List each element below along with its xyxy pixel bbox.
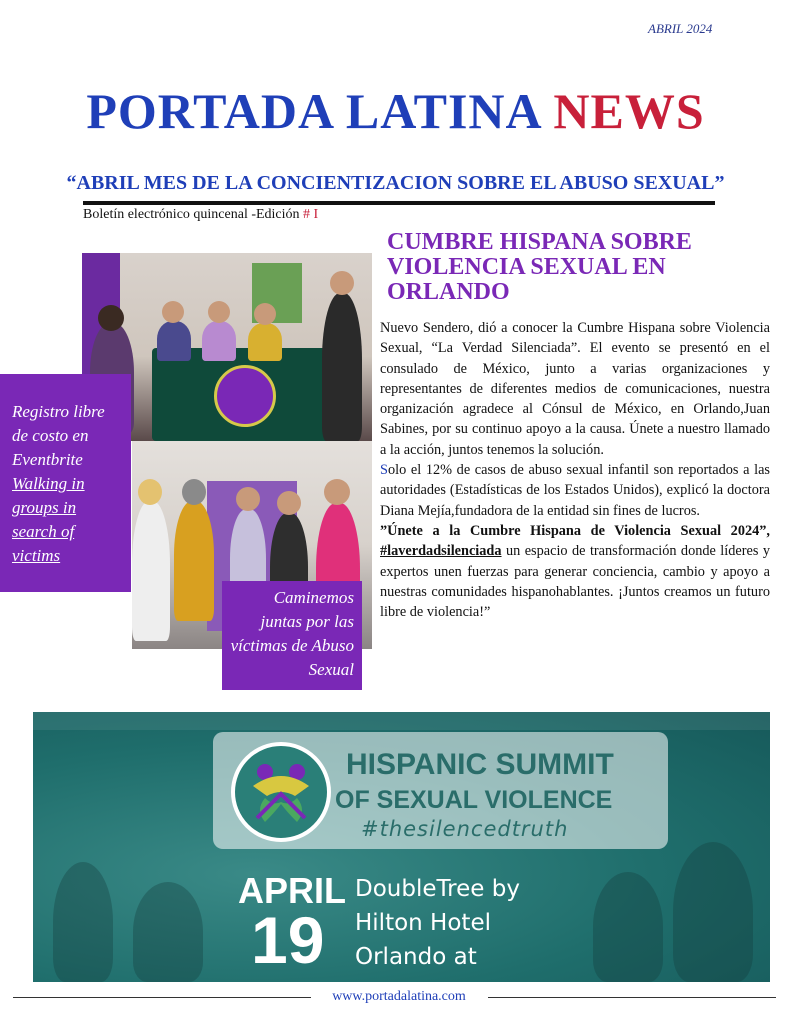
- person-head: [277, 491, 301, 515]
- person-head: [208, 301, 230, 323]
- article-paragraph: [380, 460, 770, 521]
- registration-link[interactable]: Walking in groups in search of victims: [12, 474, 85, 565]
- summit-invite: ”Únete a la Cumbre Hispana de Violencia Sexual 2024”,: [380, 522, 770, 539]
- logo-seal: [214, 365, 276, 427]
- audience-silhouette: [133, 882, 203, 982]
- walk-callout: Caminemos juntas por las víctimas de Abuso Sexual: [222, 581, 362, 690]
- tagline: “ABRIL MES DE LA CONCIENTIZACION SOBRE EL ABUSO SEXUAL”: [66, 172, 725, 194]
- venue-line: Hilton Hotel: [355, 910, 491, 936]
- event-flyer: [33, 712, 770, 982]
- article-paragraph: Nuevo Sendero, dió a conocer la Cumbre Hispana sobre Violencia Sexual, “La Verdad Silenciada”. El evento se presentó en el consulado de México, junto a varias organizaciones y representantes de diferentes medios de comunicaciones, nuestra organización agradece al Cónsul de México, en Orlando,Juan Sabines, por su continuo apoyo a la causa. Únete a nuestro llamado a la acción, juntos tenemos la solución.: [380, 320, 770, 458]
- header-divider: [83, 201, 715, 205]
- edition-line: [83, 207, 318, 223]
- masthead: [0, 82, 791, 140]
- edition-label: Boletín electrónico quincenal -Edición: [83, 207, 300, 222]
- article-paragraph: [380, 521, 770, 622]
- audience-silhouette: [673, 842, 753, 982]
- venue-line: DoubleTree by: [355, 876, 520, 902]
- event-venue: [355, 872, 520, 974]
- event-day: 19: [251, 903, 325, 977]
- audience-silhouette: [593, 872, 663, 982]
- person-head: [182, 479, 206, 505]
- person-head: [254, 303, 276, 325]
- summit-logo: [231, 742, 331, 842]
- venue-line: Orlando at: [355, 944, 477, 970]
- paragraph-text: un espacio de transformación donde líderes y expertos unen fuerzas para generar conciencia, cambio y apoyo a nuestras comunidades hispanohablantes. ¡Juntos creamos un futuro libre de violencia!”: [380, 543, 770, 621]
- person-standing: [132, 501, 170, 641]
- summit-hashtag: #thesilencedtruth: [361, 817, 569, 841]
- edition-number: I: [313, 207, 319, 222]
- person-standing: [322, 293, 362, 441]
- footer-divider-right: [488, 997, 776, 998]
- person-seated: [157, 321, 191, 361]
- registration-text: Registro libre de costo en Eventbrite: [12, 402, 105, 469]
- masthead-news: NEWS: [553, 83, 705, 139]
- person-head: [162, 301, 184, 323]
- ceiling-light: [33, 712, 770, 730]
- footer-website-link[interactable]: www.portadalatina.com: [332, 989, 466, 1004]
- person-head: [330, 271, 354, 295]
- hashtag-link[interactable]: #laverdadsilenciada: [380, 543, 502, 560]
- summit-title-line2: OF SEXUAL VIOLENCE: [335, 786, 613, 814]
- person-head: [236, 487, 260, 511]
- person-head: [138, 479, 162, 505]
- audience-silhouette: [53, 862, 113, 982]
- drop-initial: S: [380, 462, 388, 479]
- person-standing: [174, 501, 214, 621]
- article-headline: CUMBRE HISPANA SOBRE VIOLENCIA SEXUAL EN ORLANDO: [387, 229, 692, 305]
- issue-date: ABRIL 2024: [648, 21, 713, 36]
- summit-logo-icon: [235, 746, 327, 838]
- person-head: [324, 479, 350, 505]
- edition-hash: #: [303, 207, 311, 222]
- footer-divider-left: [13, 997, 311, 998]
- person-seated: [248, 323, 282, 361]
- masthead-title: PORTADA LATINA: [86, 83, 540, 139]
- person-seated: [202, 321, 236, 361]
- registration-callout: [0, 374, 131, 592]
- event-month: APRIL: [238, 870, 346, 911]
- person-head: [98, 305, 124, 331]
- article-body: [380, 318, 770, 622]
- paragraph-text: olo el 12% de casos de abuso sexual infantil son reportados a las autoridades (Estadísticas de los Estados Unidos), explicó la doctora Diana Mejía,fundadora de la entidad sin fines de lucros.: [380, 462, 770, 519]
- summit-title-line1: HISPANIC SUMMIT: [346, 748, 614, 781]
